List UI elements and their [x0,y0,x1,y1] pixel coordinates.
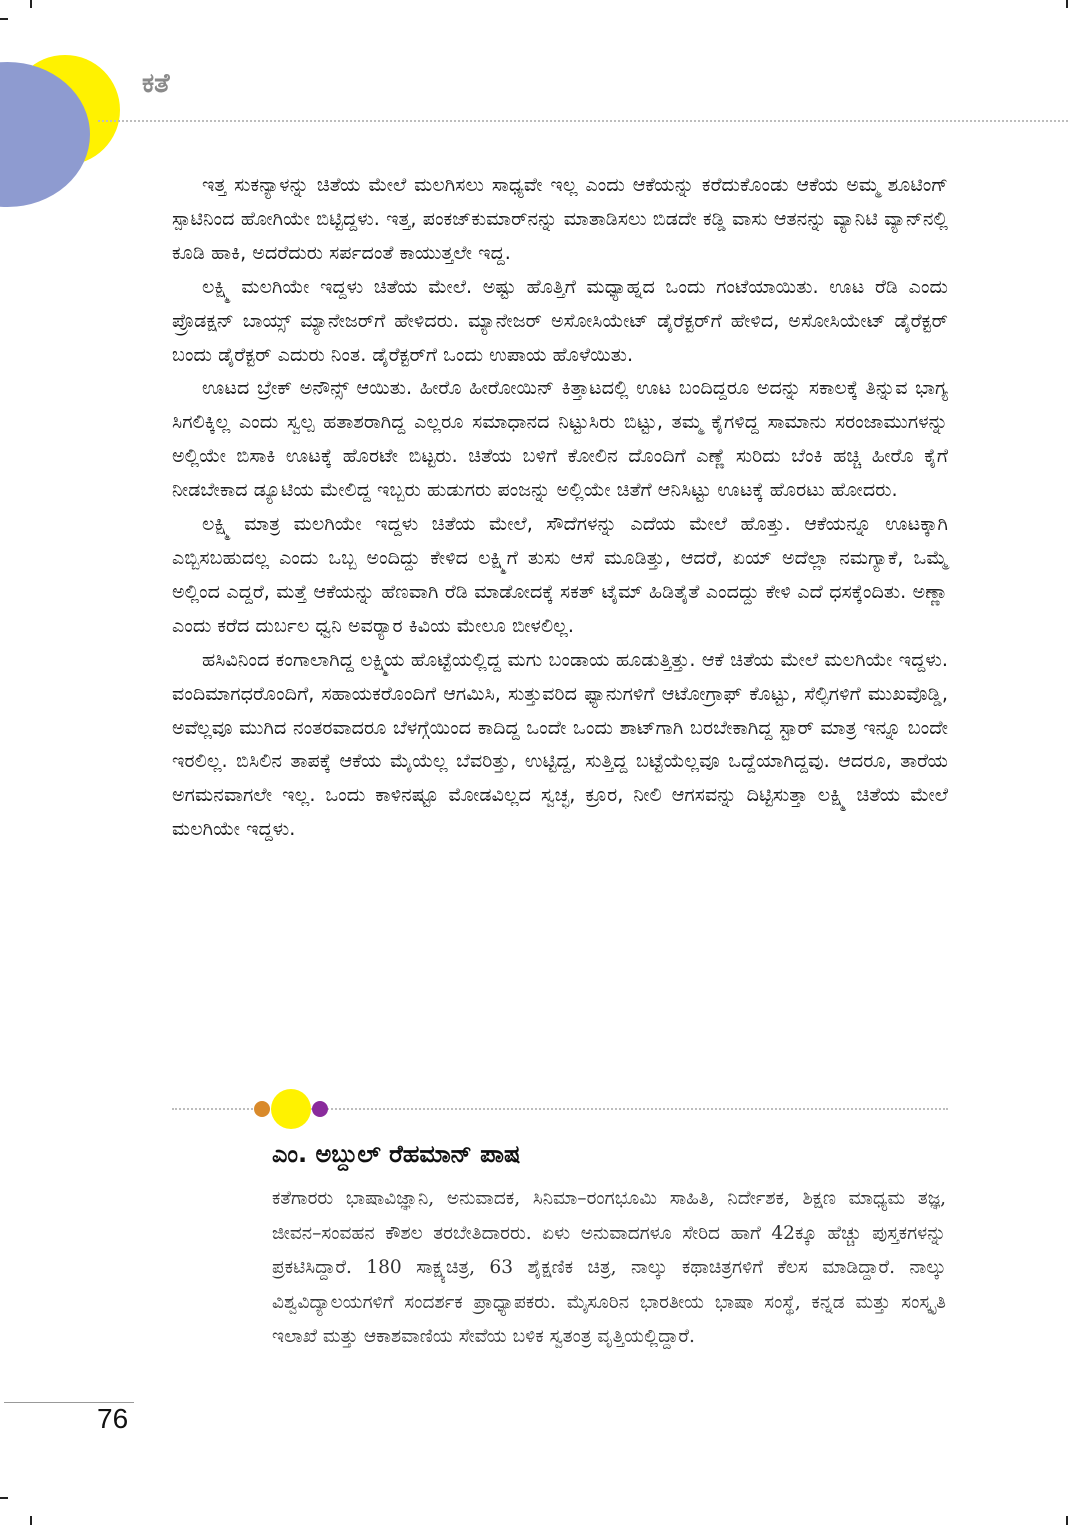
story-body [172,168,948,846]
story-paragraph: ಲಕ್ಷ್ಮಿ ಮಾತ್ರ ಮಲಗಿಯೇ ಇದ್ದಳು ಚಿತೆಯ ಮೇಲೆ, ಸೌದೆಗಳನ್ನು ಎದೆಯ ಮೇಲೆ ಹೊತ್ತು. ಆಕೆಯನ್ನೂ ಊಟಕ್ಕಾಗಿ ಎಬ್ಬಿಸಬಹುದಲ್ಲ ಎಂದು ಒಬ್ಬ ಅಂದಿದ್ದು ಕೇಳಿದ ಲಕ್ಷ್ಮಿಗೆ ತುಸು ಆಸೆ ಮೂಡಿತ್ತು, ಆದರೆ, ಏಯ್ ಅದೆಲ್ಲಾ ನಮಗ್ಯಾಕೆ, ಒಮ್ಮೆ ಅಲ್ಲಿಂದ ಎದ್ದರೆ, ಮತ್ತೆ ಆಕೆಯನ್ನು ಹೆಣವಾಗಿ ರೆಡಿ ಮಾಡೋದಕ್ಕೆ ಸಕತ್ ಟೈಮ್ ಹಿಡಿತೈತೆ ಎಂದದ್ದು ಕೇಳಿ ಎದೆ ಧಸಕ್ಕೆಂದಿತು. ಅಣ್ಣಾ ಎಂದು ಕರೆದ ದುರ್ಬಲ ಧ್ವನಿ ಅವರ್‍ಯಾರ ಕಿವಿಯ ಮೇಲೂ ಬೀಳಲಿಲ್ಲ. [172,512,948,637]
crop-mark [30,1516,32,1525]
story-paragraph: ಊಟದ ಬ್ರೇಕ್ ಅನೌನ್ಸ್ ಆಯಿತು. ಹೀರೊ ಹೀರೋಯಿನ್ ಕಿತ್ತಾಟದಲ್ಲಿ ಊಟ ಬಂದಿದ್ದರೂ ಅದನ್ನು ಸಕಾಲಕ್ಕೆ ತಿನ್ನುವ ಭಾಗ್ಯ ಸಿಗಲಿಕ್ಕಿಲ್ಲ ಎಂದು ಸ್ವಲ್ಪ ಹತಾಶರಾಗಿದ್ದ ಎಲ್ಲರೂ ಸಮಾಧಾನದ ನಿಟ್ಟುಸಿರು ಬಿಟ್ಟು, ತಮ್ಮ ಕೈಗಳಿದ್ದ ಸಾಮಾನು ಸರಂಜಾಮುಗಳನ್ನು ಅಲ್ಲಿಯೇ ಬಿಸಾಕಿ ಊಟಕ್ಕೆ ಹೊರಟೇ ಬಿಟ್ಟರು. ಚಿತೆಯ ಬಳಿಗೆ ಕೋಲಿನ ದೊಂದಿಗೆ ಎಣ್ಣೆ ಸುರಿದು ಬೆಂಕಿ ಹಚ್ಚಿ ಹೀರೊ ಕೈಗೆ ನೀಡಬೇಕಾದ ಡ್ಯೂಟಿಯ ಮೇಲಿದ್ದ ಇಬ್ಬರು ಹುಡುಗರು ಪಂಜನ್ನು ಅಲ್ಲಿಯೇ ಚಿತೆಗೆ ಆನಿಸಿಟ್ಟು ಊಟಕ್ಕೆ ಹೊರಟು ಹೋದರು. [172,376,948,502]
story-paragraph: ಹಸಿವಿನಿಂದ ಕಂಗಾಲಾಗಿದ್ದ ಲಕ್ಷ್ಮಿಯ ಹೊಟ್ಟೆಯಲ್ಲಿದ್ದ ಮಗು ಬಂಡಾಯ ಹೂಡುತ್ತಿತ್ತು. ಆಕೆ ಚಿತೆಯ ಮೇಲೆ ಮಲಗಿಯೇ ಇದ್ದಳು. ವಂದಿಮಾಗಧರೊಂದಿಗೆ, ಸಹಾಯಕರೊಂದಿಗೆ ಆಗಮಿಸಿ, ಸುತ್ತುವರಿದ ಫ್ಯಾನುಗಳಿಗೆ ಆಟೋಗ್ರಾಫ್ ಕೊಟ್ಟು, ಸೆಲ್ಫಿಗಳಿಗೆ ಮುಖವೊಡ್ಡಿ, ಅವೆಲ್ಲವೂ ಮುಗಿದ ನಂತರವಾದರೂ ಬೆಳಗ್ಗೆಯಿಂದ ಕಾದಿದ್ದ ಒಂದೇ ಒಂದು ಶಾಟ್‌ಗಾಗಿ ಬರಬೇಕಾಗಿದ್ದ ಸ್ಟಾರ್ ಮಾತ್ರ ಇನ್ನೂ ಬಂದೇ ಇರಲಿಲ್ಲ. ಬಿಸಿಲಿನ ತಾಪಕ್ಕೆ ಆಕೆಯ ಮೈಯೆಲ್ಲ ಬೆವರಿತ್ತು, ಉಟ್ಟಿದ್ದ, ಸುತ್ತಿದ್ದ ಬಟ್ಟೆಯೆಲ್ಲವೂ ಒದ್ದೆಯಾಗಿದ್ದವು. ಆದರೂ, ತಾರೆಯ ಅಗಮನವಾಗಲೇ ಇಲ್ಲ. ಒಂದು ಕಾಳಿನಷ್ಟೂ ಮೋಡವಿಲ್ಲದ ಸ್ವಚ್ಛ, ಕ್ರೂರ, ನೀಲಿ ಆಗಸವನ್ನು ದಿಟ್ಟಿಸುತ್ತಾ ಲಕ್ಷ್ಮಿ ಚಿತೆಯ ಮೇಲೆ ಮಲಗಿಯೇ ಇದ್ದಳು. [172,647,948,841]
crop-mark [1066,0,1068,8]
crop-mark [0,1497,8,1499]
page-number: 76 [97,1403,129,1434]
story-paragraph: ಲಕ್ಷ್ಮಿ ಮಲಗಿಯೇ ಇದ್ದಳು ಚಿತೆಯ ಮೇಲೆ. ಅಷ್ಟು ಹೊತ್ತಿಗೆ ಮಧ್ಯಾಹ್ನದ ಒಂದು ಗಂಟೆಯಾಯಿತು. ಊಟ ರೆಡಿ ಎಂದು ಪ್ರೊಡಕ್ಷನ್ ಬಾಯ್ಸ್ ಮ್ಯಾನೇಜರ್‌ಗೆ ಹೇಳಿದರು. ಮ್ಯಾನೇಜರ್ ಅಸೋಸಿಯೇಟ್ ಡೈರೆಕ್ಟರ್‌ಗೆ ಹೇಳಿದ, ಅಸೋಸಿಯೇಟ್ ಡೈರೆಕ್ಟರ್ ಬಂದು ಡೈರೆಕ್ಟರ್ ಎದುರು ನಿಂತ. ಡೈರೆಕ್ಟರ್‌ಗೆ ಒಂದು ಉಪಾಯ ಹೊಳೆಯಿತು. [172,274,948,366]
author-name: ಎಂ. ಅಬ್ದುಲ್ ರೆಹಮಾನ್ ಪಾಷ [272,1140,521,1168]
decorative-purple-dot [312,1101,328,1117]
author-bio-text: ಕತೆಗಾರರು ಭಾಷಾವಿಜ್ಞಾನಿ, ಅನುವಾದಕ, ಸಿನಿಮಾ–ರಂಗಭೂಮಿ ಸಾಹಿತಿ, ನಿರ್ದೇಶಕ, ಶಿಕ್ಷಣ ಮಾಧ್ಯಮ ತಜ್ಞ, ಜೀವನ–ಸಂವಹನ ಕೌಶಲ ತರಬೇತಿದಾರರು. ಏಳು ಅನುವಾದಗಳೂ ಸೇರಿದ ಹಾಗೆ 42ಕ್ಕೂ ಹೆಚ್ಚು ಪುಸ್ತಕಗಳನ್ನು ಪ್ರಕಟಿಸಿದ್ದಾರೆ. 180 ಸಾಕ್ಷ್ಯಚಿತ್ರ, 63 ಶೈಕ್ಷಣಿಕ ಚಿತ್ರ, ನಾಲ್ಕು ಕಥಾಚಿತ್ರಗಳಿಗೆ ಕೆಲಸ ಮಾಡಿದ್ದಾರೆ. ನಾಲ್ಕು ವಿಶ್ವವಿದ್ಯಾಲಯಗಳಿಗೆ ಸಂದರ್ಶಕ ಪ್ರಾಧ್ಯಾಪಕರು. ಮೈಸೂರಿನ ಭಾರತೀಯ ಭಾಷಾ ಸಂಸ್ಥೆ, ಕನ್ನಡ ಮತ್ತು ಸಂಸ್ಕೃತಿ ಇಲಾಖೆ ಮತ್ತು ಆಕಾಶವಾಣಿಯ ಸೇವೆಯ ಬಳಿಕ ಸ್ವತಂತ್ರ ವೃತ್ತಿಯಲ್ಲಿದ್ದಾರೆ. [272,1188,946,1347]
story-paragraph: ಇತ್ತ ಸುಕನ್ಯಾಳನ್ನು ಚಿತೆಯ ಮೇಲೆ ಮಲಗಿಸಲು ಸಾಧ್ಯವೇ ಇಲ್ಲ ಎಂದು ಆಕೆಯನ್ನು ಕರೆದುಕೊಂಡು ಆಕೆಯ ಅಮ್ಮ ಶೂಟಿಂಗ್ ಸ್ಪಾಟಿನಿಂದ ಹೋಗಿಯೇ ಬಿಟ್ಟಿದ್ದಳು. ಇತ್ತ, ಪಂಕಜ್‌ಕುಮಾರ್‌ನನ್ನು ಮಾತಾಡಿಸಲು ಬಿಡದೇ ಕಡ್ಡಿ ವಾಸು ಆತನನ್ನು ವ್ಯಾನಿಟಿ ವ್ಯಾನ್‌ನಲ್ಲಿ ಕೂಡಿ ಹಾಕಿ, ಅದರೆದುರು ಸರ್ಪದಂತೆ ಕಾಯುತ್ತಲೇ ಇದ್ದ. [172,173,948,264]
decorative-yellow-dot [271,1089,311,1129]
header-divider [98,120,1068,122]
crop-mark [30,0,32,8]
section-title: ಕತೆ [142,68,170,99]
author-bio [272,1182,946,1355]
crop-mark [1066,1516,1068,1525]
decorative-orange-dot [254,1101,270,1117]
crop-mark [0,18,8,20]
